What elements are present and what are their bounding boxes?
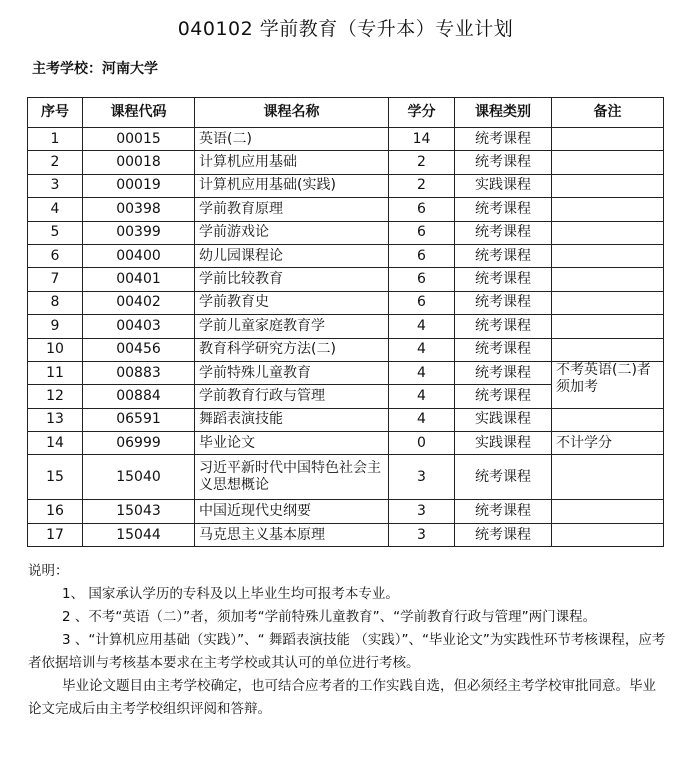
cell-no: 4	[28, 198, 83, 221]
cell-note-merged: 不考英语(二)者须加考	[552, 361, 664, 408]
cell-type: 实践课程	[455, 432, 552, 455]
header-name: 课程名称	[195, 98, 389, 128]
header-credit: 学分	[389, 98, 455, 128]
explanation-notes	[28, 560, 666, 721]
cell-no: 15	[28, 455, 83, 500]
cell-name: 学前教育史	[195, 291, 389, 314]
cell-note	[552, 338, 664, 361]
cell-code: 00400	[83, 244, 195, 267]
header-no: 序号	[28, 98, 83, 128]
cell-note	[552, 268, 664, 291]
table-row	[28, 315, 664, 338]
course-plan-table	[27, 97, 664, 547]
cell-name: 中国近现代史纲要	[195, 500, 389, 523]
cell-name: 教育科学研究方法(二)	[195, 338, 389, 361]
table-row	[28, 151, 664, 174]
cell-no: 16	[28, 500, 83, 523]
cell-code: 00399	[83, 221, 195, 244]
cell-credit: 4	[389, 385, 455, 408]
cell-credit: 2	[389, 174, 455, 197]
cell-name: 学前教育原理	[195, 198, 389, 221]
cell-credit: 3	[389, 523, 455, 546]
cell-no: 9	[28, 315, 83, 338]
note-1: 1、 国家承认学历的专科及以上毕业生均可报考本专业。	[62, 586, 399, 602]
cell-name: 学前比较教育	[195, 268, 389, 291]
cell-type: 统考课程	[455, 500, 552, 523]
cell-name: 舞蹈表演技能	[195, 408, 389, 431]
cell-credit: 0	[389, 432, 455, 455]
header-type: 课程类别	[455, 98, 552, 128]
cell-no: 6	[28, 244, 83, 267]
cell-type: 统考课程	[455, 268, 552, 291]
cell-note	[552, 500, 664, 523]
cell-name: 计算机应用基础	[195, 151, 389, 174]
cell-code: 00402	[83, 291, 195, 314]
table-row	[28, 338, 664, 361]
cell-no: 14	[28, 432, 83, 455]
cell-note	[552, 408, 664, 431]
cell-note	[552, 315, 664, 338]
cell-credit: 4	[389, 315, 455, 338]
cell-name: 马克思主义基本原理	[195, 523, 389, 546]
cell-code: 00398	[83, 198, 195, 221]
cell-code: 00884	[83, 385, 195, 408]
cell-no: 11	[28, 361, 83, 384]
cell-note	[552, 455, 664, 500]
cell-credit: 6	[389, 198, 455, 221]
cell-name: 学前教育行政与管理	[195, 385, 389, 408]
cell-code: 15044	[83, 523, 195, 546]
cell-note	[552, 221, 664, 244]
cell-note	[552, 291, 664, 314]
table-row	[28, 291, 664, 314]
cell-type: 统考课程	[455, 198, 552, 221]
table-row	[28, 128, 664, 151]
note-2: 2 、不考“英语（二）”者，须加考“学前特殊儿童教育”、“学前教育行政与管理”两门课程。	[62, 609, 597, 625]
cell-type: 统考课程	[455, 221, 552, 244]
cell-type: 实践课程	[455, 174, 552, 197]
cell-no: 7	[28, 268, 83, 291]
notes-heading: 说明：	[28, 563, 69, 579]
note-4: 毕业论文题目由主考学校确定，也可结合应考者的工作实践自选，但必须经主考学校审批同意。毕业论文完成后由主考学校组织评阅和答辩。	[28, 678, 656, 717]
cell-note	[552, 174, 664, 197]
cell-credit: 3	[389, 500, 455, 523]
cell-type: 统考课程	[455, 128, 552, 151]
cell-name: 习近平新时代中国特色社会主义思想概论	[195, 455, 389, 500]
cell-note	[552, 523, 664, 546]
table-row	[28, 198, 664, 221]
table-row	[28, 408, 664, 431]
cell-type: 统考课程	[455, 361, 552, 384]
cell-credit: 4	[389, 361, 455, 384]
cell-no: 1	[28, 128, 83, 151]
cell-code: 06591	[83, 408, 195, 431]
cell-note: 不计学分	[552, 432, 664, 455]
cell-no: 3	[28, 174, 83, 197]
table-row	[28, 174, 664, 197]
table-row	[28, 361, 664, 384]
cell-credit: 4	[389, 408, 455, 431]
cell-code: 15043	[83, 500, 195, 523]
table-row	[28, 268, 664, 291]
cell-no: 8	[28, 291, 83, 314]
cell-no: 12	[28, 385, 83, 408]
cell-no: 17	[28, 523, 83, 546]
cell-type: 统考课程	[455, 385, 552, 408]
cell-name: 计算机应用基础(实践)	[195, 174, 389, 197]
cell-credit: 4	[389, 338, 455, 361]
cell-credit: 6	[389, 268, 455, 291]
cell-type: 统考课程	[455, 455, 552, 500]
table-row	[28, 500, 664, 523]
cell-type: 统考课程	[455, 151, 552, 174]
cell-note	[552, 244, 664, 267]
cell-code: 00401	[83, 268, 195, 291]
cell-type: 统考课程	[455, 315, 552, 338]
cell-no: 10	[28, 338, 83, 361]
cell-name: 学前儿童家庭教育学	[195, 315, 389, 338]
cell-no: 5	[28, 221, 83, 244]
cell-no: 13	[28, 408, 83, 431]
table-row	[28, 523, 664, 546]
header-code: 课程代码	[83, 98, 195, 128]
cell-name: 幼儿园课程论	[195, 244, 389, 267]
table-row	[28, 432, 664, 455]
cell-name: 学前游戏论	[195, 221, 389, 244]
cell-no: 2	[28, 151, 83, 174]
cell-code: 06999	[83, 432, 195, 455]
cell-code: 15040	[83, 455, 195, 500]
cell-note	[552, 151, 664, 174]
cell-name: 英语(二)	[195, 128, 389, 151]
cell-code: 00456	[83, 338, 195, 361]
table-row	[28, 455, 664, 500]
cell-name: 毕业论文	[195, 432, 389, 455]
cell-code: 00403	[83, 315, 195, 338]
cell-code: 00883	[83, 361, 195, 384]
cell-code: 00015	[83, 128, 195, 151]
page-title: 040102 学前教育（专升本）专业计划	[177, 18, 514, 40]
cell-code: 00018	[83, 151, 195, 174]
cell-code: 00019	[83, 174, 195, 197]
cell-credit: 14	[389, 128, 455, 151]
cell-type: 实践课程	[455, 408, 552, 431]
cell-credit: 6	[389, 291, 455, 314]
cell-credit: 6	[389, 244, 455, 267]
exam-school: 主考学校：河南大学	[32, 61, 158, 77]
cell-note	[552, 128, 664, 151]
cell-note	[552, 198, 664, 221]
cell-credit: 6	[389, 221, 455, 244]
cell-type: 统考课程	[455, 523, 552, 546]
table-row	[28, 244, 664, 267]
cell-type: 统考课程	[455, 338, 552, 361]
cell-credit: 2	[389, 151, 455, 174]
cell-type: 统考课程	[455, 291, 552, 314]
header-note: 备注	[552, 98, 664, 128]
table-row	[28, 221, 664, 244]
table-header-row	[28, 98, 664, 128]
cell-name: 学前特殊儿童教育	[195, 361, 389, 384]
note-3: 3 、“计算机应用基础（实践）”、“ 舞蹈表演技能 （实践）”、“毕业论文”为实践性环节考核课程，应考者依据培训与考核基本要求在主考学校或其认可的单位进行考核。	[28, 632, 666, 671]
cell-credit: 3	[389, 455, 455, 500]
cell-type: 统考课程	[455, 244, 552, 267]
